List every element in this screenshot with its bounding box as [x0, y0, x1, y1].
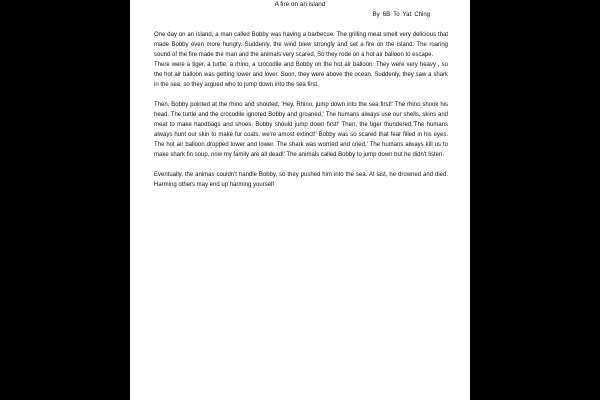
- paragraph-4: Eventually, the animas couldn't handle Bobby, so they pushed him into the sea. At last, he drowned and died. Harming others may end up harming yourself: [154, 172, 448, 188]
- story-body: [154, 30, 448, 200]
- paragraph-2: There were a tiger, a turtle, a rhino, a crocodile and Bobby on the hot air balloon. They were very heavy , so the hot air balloon was getting lower and lover. Soon, they were above the ocean. Suddenly, they saw a shark in the sea, so they argued who to jump down into the sea first.: [154, 62, 448, 88]
- document-title: A fire on an island: [274, 1, 326, 8]
- author-byline: By 6B To Yat Ching: [372, 12, 430, 18]
- paragraph-1: One day on an island, a man called Bobby was having a barbecue. The grilling meat smelt very delicious that made Bobby even more hungry. Suddenly, the wind blew strongly and set a fire on the island. The roaring sound of the fire made the man and the animals very scared, So they rode on a hot air balloon to escape.: [154, 32, 448, 58]
- paragraph-3: Then, Bobby pointed at the rhino and shouted, 'Hey, Rhino, jump down into the sea first!' The rhino shook his head. The turtle and the crocodile ignored Bobby and groaned,' The humans always use our shells, skins and meat to make handbags and shoes. Bobby should jump down first!' Then, the tiger thundered,'The humans always hunt our skin to make fur coats, we're amost extinct!' Bobby was so scared that fear filled in his eyes. The hot air balloon dropped lower and lower. The shark was worried and cried,' The humans always kill us to make shark fin soup, now my family are all dead!' The animals called Bobby to jump down but he didn't listen.: [154, 102, 448, 158]
- document-page: [130, 0, 470, 400]
